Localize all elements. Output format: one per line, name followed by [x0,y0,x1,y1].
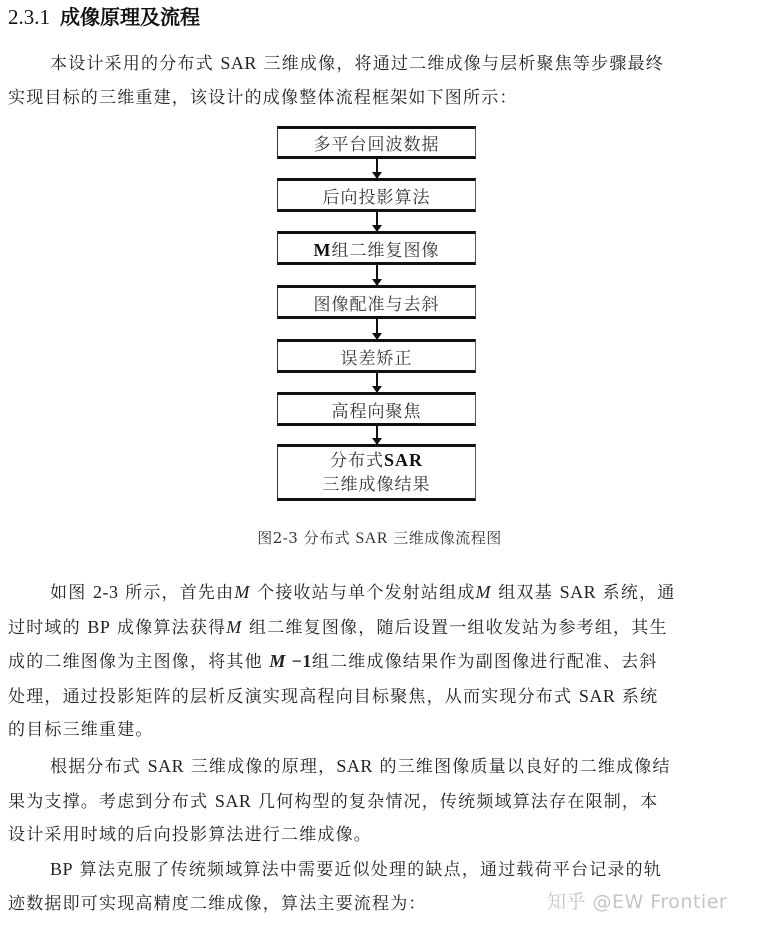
section-number: 2.3.1 [8,5,50,29]
flow-step-elevation-focus: 高程向聚焦 [277,392,476,426]
paragraph-2 [8,749,744,853]
p3-line-2: 迹数据即可实现高精度二维成像，算法主要流程为： [8,893,427,914]
arrow-down-icon [376,319,378,339]
arrow-down-icon [376,265,378,285]
flow-step-error-correction: 误差矫正 [277,339,476,373]
p1-line-3: 成的二维图像为主图像，将其他 M −1组二维成像结果作为副图像进行配准、去斜 [8,651,658,672]
flow-step-complex-images: M组二维复图像 [277,231,476,265]
figure-caption: 图2-3 分布式 SAR 三维成像流程图 [257,529,502,547]
intro-line-2: 实现目标的三维重建，该设计的成像整体流程框架如下图所示： [8,87,518,108]
arrow-down-icon [376,373,378,392]
paragraph-1 [8,575,744,748]
p2-line-3: 设计采用时域的后向投影算法进行二维成像。 [8,825,372,845]
arrow-down-icon [376,212,378,231]
intro-line-1: 本设计采用的分布式 SAR 三维成像，将通过二维成像与层析聚焦等步骤最终 [50,53,664,74]
p1-line-2: 过时域的 BP 成像算法获得M 组二维复图像，随后设置一组收发站为参考组，其生 [8,616,668,638]
p1-line-4: 处理，通过投影矩阵的层析反演实现高程向目标聚焦，从而实现分布式 SAR 系统 [8,685,659,707]
section-title: 成像原理及流程 [60,5,200,29]
flow-step-registration: 图像配准与去斜 [277,285,476,319]
arrow-down-icon [376,159,378,178]
flow-step-backprojection: 后向投影算法 [277,178,476,212]
flow-step-3d-result: 分布式SAR 三维成像结果 [277,444,476,501]
p1-line-1: 如图 2-3 所示，首先由M 个接收站与单个发射站组成M 组双基 SAR 系统，通 [50,582,676,603]
p3-line-1: BP 算法克服了传统频域算法中需要近似处理的缺点，通过载荷平台记录的轨 [50,859,663,880]
p2-line-1: 根据分布式 SAR 三维成像的原理，SAR 的三维图像质量以良好的二维成像结 [50,756,671,777]
arrow-down-icon [376,426,378,444]
flow-step-echo-data: 多平台回波数据 [277,126,476,159]
p2-line-2: 果为支撑。考虑到分布式 SAR 几何构型的复杂情况，传统频域算法存在限制，本 [8,790,659,812]
zhihu-watermark: 知乎 @EW Frontier [547,891,728,913]
p1-line-5: 的目标三维重建。 [8,720,154,740]
